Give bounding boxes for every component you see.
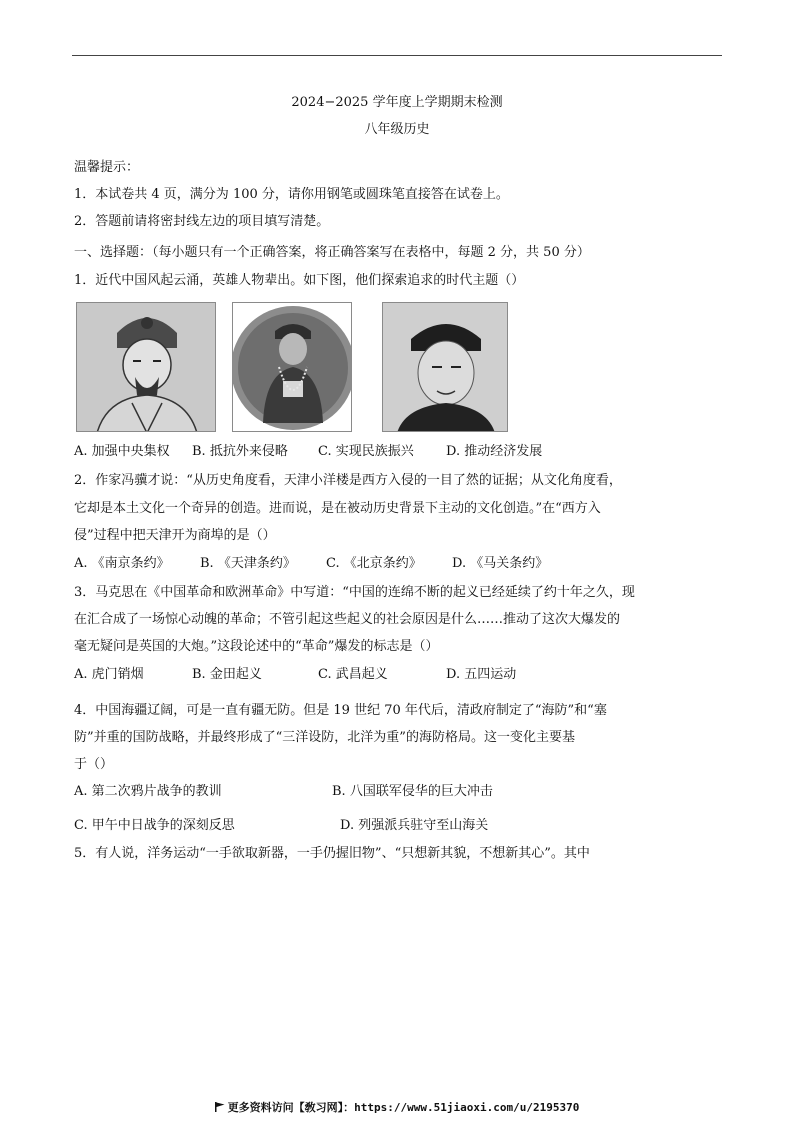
option-d: D. 《马关条约》 xyxy=(452,556,549,571)
question-2-text: 侵”过程中把天津开为商埠的是（） xyxy=(74,528,276,543)
question-1-text: 1．近代中国风起云涌，英雄人物辈出。如下图，他们探索追求的时代主题（） xyxy=(74,273,525,288)
option-b: B. 抵抗外来侵略 xyxy=(192,444,288,459)
flag-icon xyxy=(215,1102,225,1112)
section-heading: 一、选择题：（每小题只有一个正确答案，将正确答案写在表格中，每题 2 分，共 50 分） xyxy=(74,245,590,260)
question-4-text: 4．中国海疆辽阔，可是一直有疆无防。但是 19 世纪 70 年代后，清政府制定了“海防”和“塞 xyxy=(74,703,607,718)
exam-title: 2024−2025 学年度上学期期末检测 xyxy=(291,95,503,110)
question-4-text: 防”并重的国防战略，并最终形成了“三洋设防，北洋为重”的海防格局。这一变化主要基 xyxy=(74,730,575,745)
option-d: D. 五四运动 xyxy=(446,667,517,682)
tips-heading: 温馨提示： xyxy=(74,160,140,175)
portrait-2 xyxy=(232,302,352,432)
option-c: C. 甲午中日战争的深刻反思 xyxy=(74,818,235,833)
option-b: B. 金田起义 xyxy=(192,667,262,682)
portrait-3 xyxy=(382,302,508,432)
option-b: B. 八国联军侵华的巨大冲击 xyxy=(332,784,493,799)
question-2-text: 2．作家冯骥才说：“从历史角度看，天津小洋楼是西方入侵的一目了然的证据；从文化角度看， xyxy=(74,473,622,488)
option-d: D. 推动经济发展 xyxy=(446,444,543,459)
exam-subtitle: 八年级历史 xyxy=(364,122,430,137)
option-c: C. 实现民族振兴 xyxy=(318,444,414,459)
footer xyxy=(0,1099,794,1115)
option-c: C. 武昌起义 xyxy=(318,667,388,682)
header-rule xyxy=(72,55,722,56)
tip-item: 2．答题前请将密封线左边的项目填写清楚。 xyxy=(74,214,330,229)
portrait-images xyxy=(76,302,508,432)
option-d: D. 列强派兵驻守至山海关 xyxy=(340,818,489,833)
question-3-text: 在汇合成了一场惊心动魄的革命；不管引起这些起义的社会原因是什么……推动了这次大爆发的 xyxy=(74,612,621,627)
question-3-text: 3．马克思在《中国革命和欧洲革命》中写道：“中国的连绵不断的起义已经延续了约十年之久，现 xyxy=(74,585,635,600)
portrait-1 xyxy=(76,302,216,432)
tip-item: 1．本试卷共 4 页，满分为 100 分，请你用钢笔或圆珠笔直接答在试卷上。 xyxy=(74,187,509,202)
question-4-text: 于（） xyxy=(74,757,114,772)
option-b: B. 《天津条约》 xyxy=(200,556,296,571)
option-c: C. 《北京条约》 xyxy=(326,556,422,571)
question-3-text: 毫无疑问是英国的大炮。”这段论述中的“革命”爆发的标志是（） xyxy=(74,639,439,654)
footer-link[interactable]: 更多资料访问【敎习网】：https://www.51jiaoxi.com/u/2195370 xyxy=(227,1101,580,1114)
option-a: A. 第二次鸦片战争的教训 xyxy=(74,784,222,799)
option-a: A. 虎门销烟 xyxy=(74,667,144,682)
option-a: A. 加强中央集权 xyxy=(74,444,170,459)
option-a: A. 《南京条约》 xyxy=(74,556,170,571)
question-2-text: 它却是本土文化一个奇异的创造。进而说，是在被动历史背景下主动的文化创造。”在“西方入 xyxy=(74,501,601,516)
question-5-text: 5．有人说，洋务运动“一手欲取新器，一手仍握旧物”、“只想新其貌，不想新其心”。其中 xyxy=(74,846,590,861)
